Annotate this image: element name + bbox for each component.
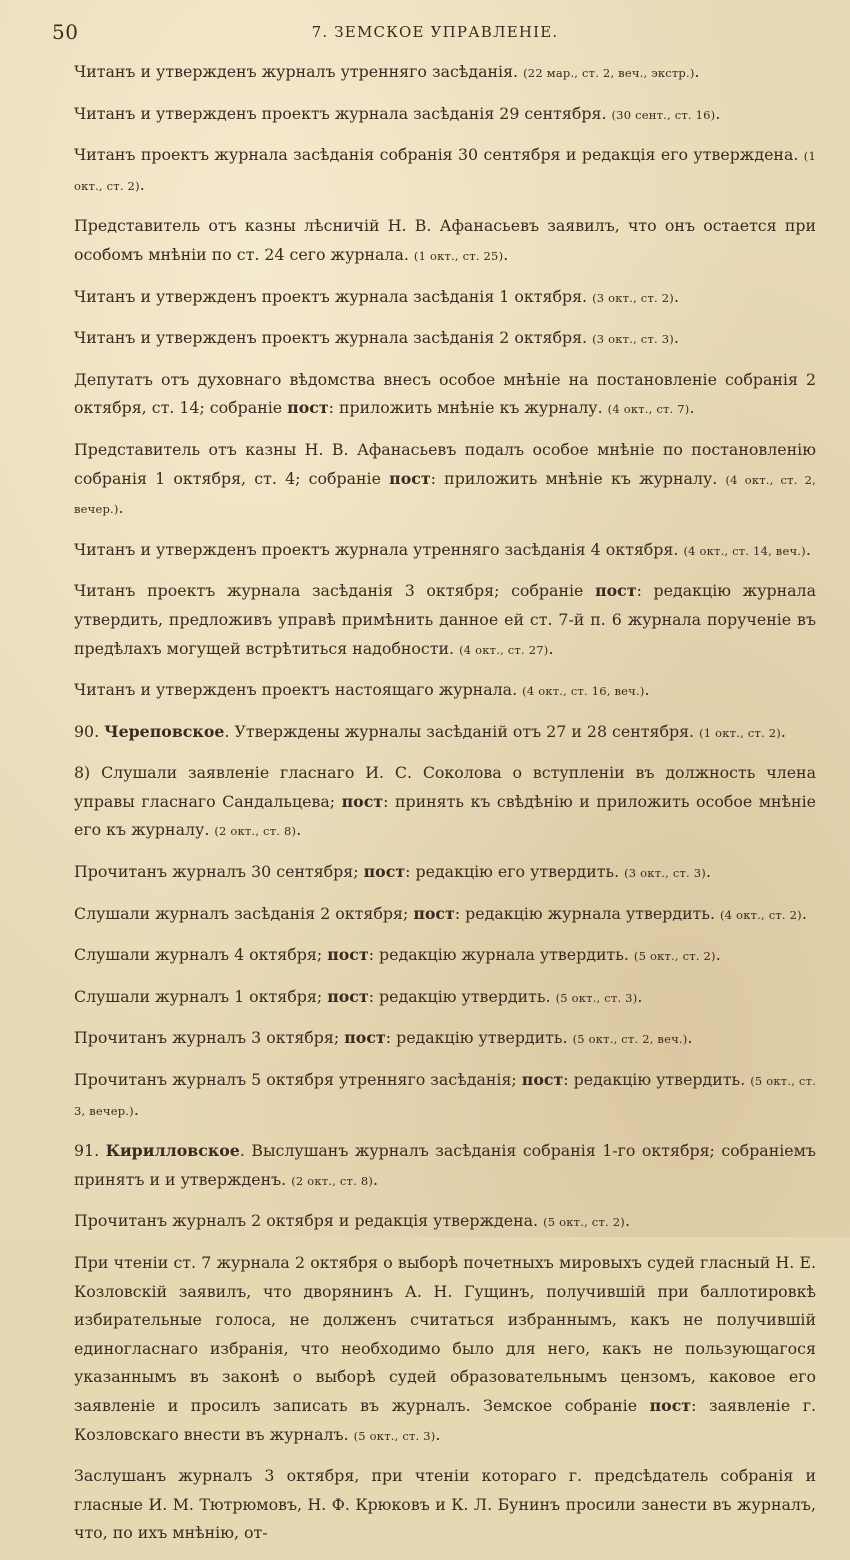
- running-head: 7. ЗЕМСКОЕ УПРАВЛЕНІЕ.: [311, 23, 559, 41]
- paragraph-text: .: [801, 903, 807, 923]
- citation: (5 окт., ст. 2): [633, 949, 716, 964]
- paragraph-text: .: [139, 174, 145, 194]
- paragraph-text: Читанъ и утвержденъ журналъ утренняго засѣданія.: [74, 62, 524, 81]
- paragraph: [74, 141, 816, 200]
- citation: (5 окт., ст. 2): [543, 1215, 625, 1230]
- paragraph: [74, 718, 816, 748]
- paragraph-text: .: [503, 244, 509, 264]
- paragraph: [74, 941, 816, 971]
- paragraph-text: : приложить мнѣніе къ журналу.: [430, 468, 726, 488]
- citation: (2 окт., ст. 8): [291, 1173, 374, 1188]
- paragraph-text: Заслушанъ журналъ 3 октября, при чтеніи котораго г. предсѣдатель собранія и гласные И. М. Тютрюмовъ, Н. Ф. Крюковъ и К. Л. Бунинъ просили занести въ журналъ, что, по ихъ мнѣнію, от-: [74, 1466, 816, 1543]
- paragraph: [74, 1137, 816, 1195]
- paragraph: [74, 983, 816, 1013]
- paragraph-text: . Выслушанъ журналъ засѣданія собранія 1-го октября; собраніемъ принятъ и и утвержденъ.: [74, 1141, 816, 1189]
- paragraph-text: .: [694, 62, 700, 81]
- bold-term: пост: [344, 1028, 386, 1048]
- paragraph: [74, 1066, 816, 1125]
- bold-term: пост: [327, 986, 369, 1006]
- citation: (22 мар., ст. 2, веч., экстр.): [523, 66, 695, 80]
- paragraph-text: .: [715, 945, 721, 965]
- citation: (4 окт., ст. 7): [607, 402, 690, 417]
- bold-term: пост: [595, 581, 637, 601]
- paragraph-text: .: [715, 103, 721, 123]
- paragraph-text: .: [435, 1424, 441, 1444]
- paragraph-text: Представитель отъ казны Н. В. Афанасьевъ подалъ особое мнѣніе по постановленію собранія 1 октября, ст. 4; собраніе: [74, 439, 816, 488]
- citation: (3 окт., ст. 3): [624, 866, 706, 881]
- paragraph-text: .: [118, 498, 124, 518]
- paragraph-text: При чтеніи ст. 7 журнала 2 октября о выборѣ почетныхъ мировыхъ судей гласный Н. Е. Козловскій заявилъ, что дворянинъ А. Н. Гущинъ, получившій при баллотировкѣ избирательные голоса, не долженъ считаться избраннымъ, какъ не получившій единогласнаго избранія, что необходимо было для него, какъ не пользующагося указаннымъ въ законѣ о выборѣ судей образовательнымъ цензомъ, каковое его заявленіе и просилъ записать въ журналъ. Земское собраніе: [74, 1253, 816, 1415]
- paragraph-text: Слушали журналъ 4 октября;: [74, 945, 328, 965]
- paragraph-text: .: [673, 286, 679, 306]
- paragraph-text: .: [133, 1099, 139, 1119]
- paragraph-text: .: [687, 1028, 693, 1048]
- paragraph: [74, 100, 816, 130]
- paragraph: [74, 58, 816, 88]
- paragraph-text: .: [637, 986, 643, 1006]
- paragraph: [74, 1249, 816, 1450]
- paragraph-text: Прочитанъ журналъ 5 октября утренняго засѣданія;: [74, 1070, 522, 1090]
- paragraph: [74, 212, 816, 270]
- bold-term: Череповское: [104, 721, 225, 741]
- paragraph: [74, 858, 816, 888]
- paragraph-text: .: [373, 1169, 379, 1189]
- citation: (4 окт., ст. 2, вечер.): [74, 472, 816, 517]
- page-header: [50, 20, 800, 44]
- paragraph-text: Прочитанъ журналъ 3 октября;: [74, 1028, 345, 1048]
- citation: (3 окт., ст. 3): [592, 332, 674, 347]
- bold-term: пост: [327, 945, 369, 965]
- bold-term: пост: [521, 1070, 564, 1090]
- paragraph-text: Читанъ проектъ журнала засѣданія собранія 30 сентября и редакція его утверждена.: [74, 145, 804, 165]
- paragraph: [74, 1462, 816, 1548]
- paragraph-text: : редакцію утвердить.: [563, 1070, 751, 1090]
- paragraph: [74, 283, 816, 313]
- paragraph-text: .: [673, 328, 679, 348]
- citation: (1 окт., ст. 25): [413, 248, 504, 263]
- paragraph-text: .: [780, 721, 786, 741]
- bold-term: пост: [341, 791, 384, 811]
- paragraph-text: : редакцію журнала утвердить.: [454, 903, 721, 923]
- citation: (4 окт., ст. 2): [720, 907, 802, 922]
- paragraph-text: Слушали журналъ засѣданія 2 октября;: [74, 903, 414, 923]
- citation: (2 окт., ст. 8): [214, 824, 297, 839]
- paragraph-text: : редакцію его утвердить.: [405, 862, 625, 882]
- citation: (30 сент., ст. 16): [611, 107, 716, 122]
- paragraph: [74, 324, 816, 354]
- citation: (3 окт., ст. 2): [592, 290, 674, 305]
- paragraph-text: 8) Слушали заявленіе гласнаго И. С. Соколова о вступленіи въ должность члена управы гласнаго Сандальцева;: [74, 763, 816, 811]
- citation: (4 окт., ст. 14, веч.): [683, 543, 806, 558]
- paragraph-text: Читанъ и утвержденъ проектъ журнала утренняго засѣданія 4 октября.: [74, 539, 684, 559]
- paragraph-text: : заявленіе г. Козловскаго внести въ журналъ.: [74, 1395, 816, 1444]
- citation: (1 окт., ст. 2): [699, 725, 781, 740]
- paragraph: [74, 1024, 816, 1054]
- bold-term: Кирилловское: [105, 1141, 240, 1161]
- paragraph-text: : редакцію утвердить.: [368, 986, 556, 1006]
- paragraph: [74, 366, 816, 424]
- paragraph-text: .: [296, 820, 302, 840]
- paragraph: [74, 676, 816, 706]
- citation: (5 окт., ст. 3): [555, 990, 638, 1005]
- page-number: 50: [52, 20, 79, 44]
- citation: (5 окт., ст. 3, вечер.): [74, 1074, 816, 1118]
- paragraph: [74, 577, 816, 664]
- paragraph-text: 90.: [74, 721, 105, 741]
- paragraph-text: .: [705, 862, 711, 882]
- bold-term: пост: [649, 1395, 692, 1415]
- paragraph-text: Читанъ проектъ журнала засѣданія 3 октября; собраніе: [74, 581, 596, 601]
- paragraph-text: Читанъ и утвержденъ проектъ журнала засѣданія 29 сентября.: [74, 103, 612, 123]
- paragraph-text: 91.: [74, 1141, 106, 1161]
- paragraph-text: Читанъ и утвержденъ проектъ журнала засѣданія 2 октября.: [74, 328, 593, 348]
- paragraph-text: : принять къ свѣдѣнію и приложить особое мнѣніе его къ журналу.: [74, 791, 816, 840]
- paragraph-text: Читанъ и утвержденъ проектъ журнала засѣданія 1 октября.: [74, 286, 593, 306]
- paragraph: [74, 759, 816, 846]
- paragraph-text: .: [548, 638, 554, 658]
- paragraph-text: . Утверждены журналы засѣданій отъ 27 и 28 сентября.: [224, 721, 700, 741]
- paragraph-text: .: [644, 680, 650, 700]
- paragraph-text: .: [805, 539, 811, 559]
- paragraph-text: Читанъ и утвержденъ проектъ настоящаго журнала.: [74, 680, 523, 700]
- paragraph-text: .: [624, 1211, 630, 1231]
- page-body: [74, 58, 816, 1560]
- paragraph-text: Слушали журналъ 1 октября;: [74, 986, 328, 1006]
- paragraph: [74, 900, 816, 930]
- bold-term: пост: [363, 862, 406, 882]
- paragraph: [74, 436, 816, 524]
- paragraph-text: : приложить мнѣніе къ журналу.: [328, 398, 608, 418]
- paragraph-text: : редакцію журнала утвердить.: [368, 945, 634, 965]
- paragraph-text: Прочитанъ журналъ 2 октября и редакція утверждена.: [74, 1211, 544, 1231]
- paragraph-text: .: [689, 398, 695, 418]
- paragraph-text: Прочитанъ журналъ 30 сентября;: [74, 862, 364, 882]
- bold-term: пост: [287, 398, 329, 418]
- bold-term: пост: [413, 903, 455, 923]
- bold-term: пост: [389, 468, 431, 488]
- paragraph-text: Депутатъ отъ духовнаго вѣдомства внесъ особое мнѣніе на постановленіе собранія 2 октября, ст. 14; собраніе: [74, 369, 816, 418]
- citation: (1 окт., ст. 2): [74, 149, 816, 193]
- paragraph: [74, 536, 816, 566]
- paragraph-text: : редакцію утвердить.: [385, 1028, 573, 1048]
- citation: (5 окт., ст. 2, веч.): [572, 1032, 688, 1047]
- paragraph: [74, 1207, 816, 1237]
- paragraph-text: Представитель отъ казны лѣсничій Н. В. Афанасьевъ заявилъ, что онъ остается при особомъ мнѣніи по ст. 24 сего журнала.: [74, 216, 816, 264]
- paragraph-text: : редакцію журнала утвердить, предложивъ управѣ примѣнить данное ей ст. 7-й п. 6 журнала порученіе въ предѣлахъ могущей встрѣтиться надобности.: [74, 581, 816, 658]
- citation: (5 окт., ст. 3): [353, 1428, 436, 1443]
- citation: (4 окт., ст. 27): [459, 642, 549, 657]
- citation: (4 окт., ст. 16, веч.): [522, 684, 645, 699]
